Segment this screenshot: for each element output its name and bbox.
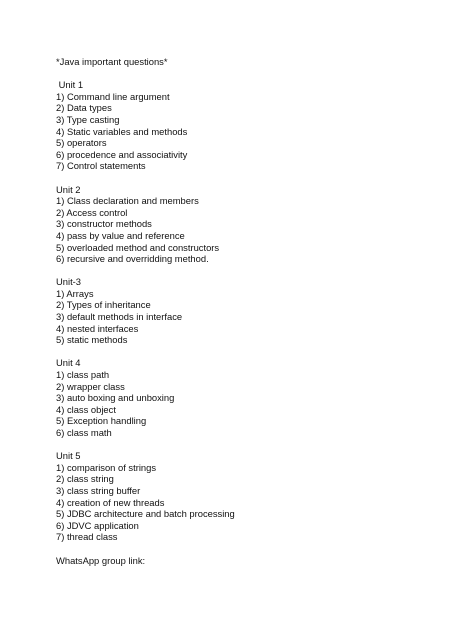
- whatsapp-group-link-label: WhatsApp group link:: [56, 554, 146, 566]
- unit-5-section: [56, 450, 456, 543]
- unit-1-item: 3) Type casting: [56, 113, 120, 125]
- document-title: *Java important questions*: [56, 56, 168, 67]
- unit-2-item: 3) constructor methods: [56, 218, 152, 230]
- unit-2-item: 1) Class declaration and members: [56, 195, 199, 207]
- unit-1-item: 7) Control statements: [56, 160, 146, 172]
- unit-1-item: 1) Command line argument: [56, 90, 170, 102]
- unit-1-item: 6) procedence and associativity: [56, 148, 188, 160]
- unit-4-section: [56, 357, 456, 438]
- unit-5-item: 1) comparison of strings: [56, 461, 157, 473]
- unit-3-item: 2) Types of inheritance: [56, 299, 151, 311]
- unit-3-item: 3) default methods in interface: [56, 311, 183, 323]
- unit-5-item: 5) JDBC architecture and batch processing: [56, 508, 235, 520]
- unit-5-item: 7) thread class: [56, 531, 118, 543]
- unit-4-item: 4) class object: [56, 403, 116, 415]
- unit-2-item: 2) Access control: [56, 206, 128, 218]
- unit-4-item: 3) auto boxing and unboxing: [56, 392, 175, 404]
- unit-1-section: [56, 79, 456, 172]
- unit-4-item: 2) wrapper class: [56, 380, 125, 392]
- unit-2-heading: Unit 2: [56, 183, 81, 195]
- unit-5-item: 2) class string: [56, 473, 114, 485]
- unit-1-heading: Unit 1: [56, 79, 84, 91]
- unit-2-section: [56, 184, 456, 265]
- unit-1-item: 5) operators: [56, 137, 107, 149]
- unit-5-item: 6) JDVC application: [56, 519, 139, 531]
- unit-3-item: 4) nested interfaces: [56, 322, 139, 334]
- document-page: [56, 56, 456, 566]
- unit-4-item: 1) class path: [56, 369, 110, 381]
- unit-2-item: 4) pass by value and reference: [56, 229, 185, 241]
- unit-3-section: [56, 276, 456, 346]
- unit-1-item: 4) Static variables and methods: [56, 125, 188, 137]
- unit-3-item: 1) Arrays: [56, 287, 94, 299]
- unit-2-item: 6) recursive and overridding method.: [56, 253, 209, 265]
- unit-3-item: 5) static methods: [56, 334, 128, 346]
- unit-3-heading: Unit-3: [56, 276, 82, 288]
- unit-5-item: 4) creation of new threads: [56, 496, 165, 508]
- unit-4-item: 6) class math: [56, 427, 112, 438]
- unit-5-item: 3) class string buffer: [56, 484, 141, 496]
- unit-2-item: 5) overloaded method and constructors: [56, 241, 220, 253]
- unit-5-heading: Unit 5: [56, 450, 81, 462]
- unit-4-heading: Unit 4: [56, 357, 81, 369]
- unit-4-item: 5) Exception handling: [56, 415, 147, 427]
- unit-1-item: 2) Data types: [56, 102, 112, 114]
